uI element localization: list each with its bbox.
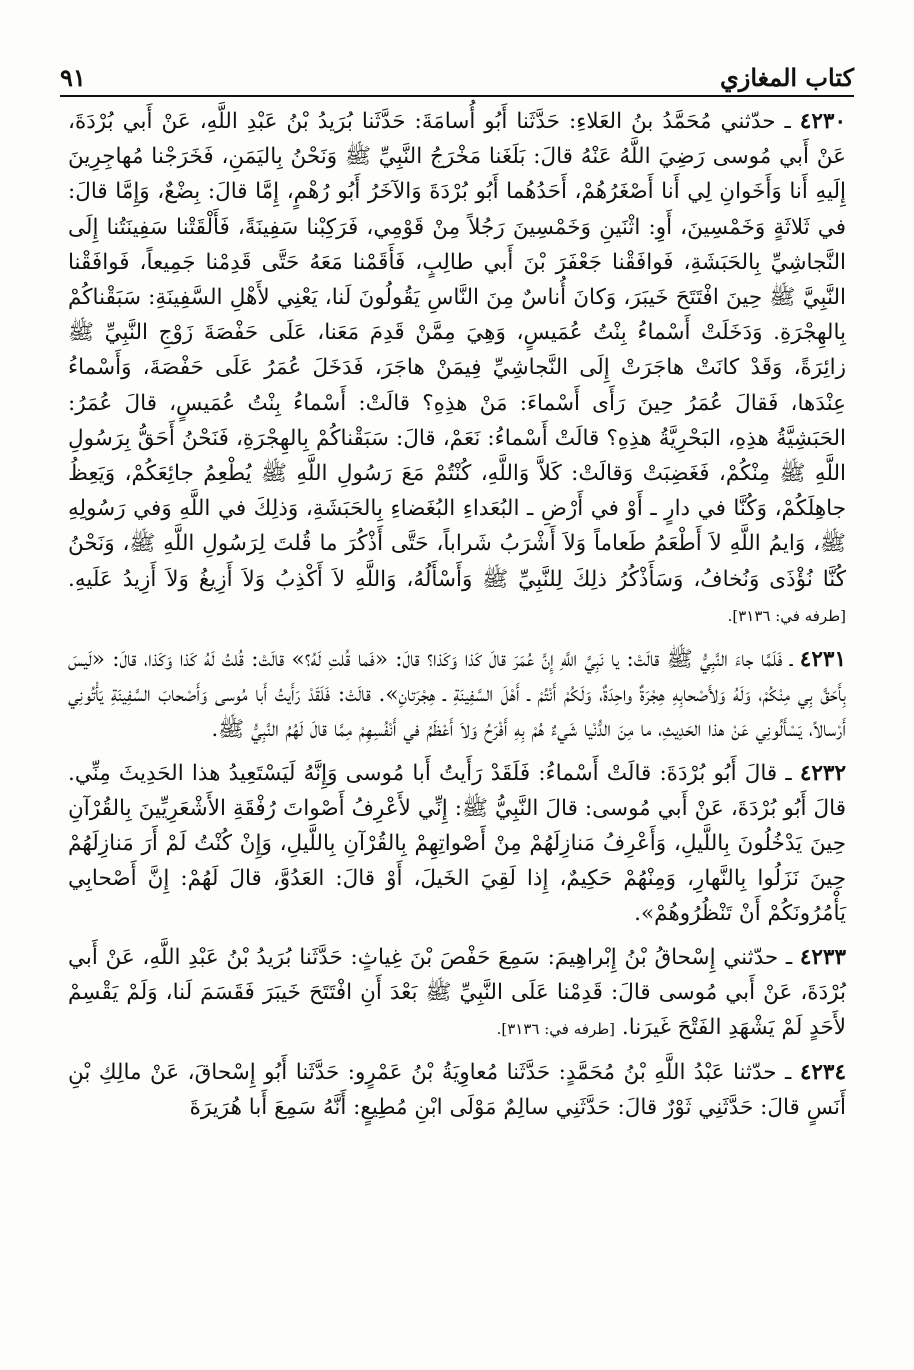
hadith-4231: ٤٢٣١ ـ فَلَمَّا جاءَ النَّبِيُّ ﷺ قالَتْ: يا نَبِيَّ اللَّهِ إِنَّ عُمَرَ قالَ كَذا وَكَذا؟ قالَ: «فَما قُلتِ لَهُ؟» قالَتْ: قُلتُ لَهُ كَذا وَكَذا، قالَ: «لَيسَ بِأَحَقَّ بِي مِنْكُمْ، وَلَهُ وَلأَصْحابِهِ هِجْرَةٌ واحِدَةٌ، وَلَكُمْ أَنْتُمْ ـ أَهْلَ السَّفِينَةِ ـ هِجْرَتانِ». قالَتْ: فَلَقَدْ رَأَيتُ أَبا مُوسى وَأَصْحابَ السَّفِينَةِ يَأْتُونِي أَرْسالاً، يَسْأَلُونِي عَنْ هذا الحَدِيثِ، ما مِنَ الدُّنْيا شَيءٌ هُمْ بِهِ أَفْرَحُ وَلاَ أَعْظَمُ في أَنْفُسِهِمْ مِمَّا قالَ لَهُمُ النَّبِيُّ ﷺ. [68, 647, 846, 743]
hadith-number: ٤٢٣٤ [799, 1060, 847, 1086]
hadith-number: ٤٢٣٠ [799, 109, 846, 134]
hadith-number: ٤٢٣٣ [799, 944, 847, 970]
hadith-number: ٤٢٣١ [799, 647, 846, 673]
hadith-number: ٤٢٣٢ [799, 760, 847, 786]
cross-reference: [طرفه في: ٣١٣٦]. [727, 606, 846, 625]
hadith-text: حدّثني مُحَمَّدُ بنُ العَلاءِ: حَدَّثَنا أَبُو أُسامَةَ: حَدَّثَنا بُرَيدُ بْنُ عَبْدِ اللَّهِ، عَنْ أَبي بُرْدَةَ، عَنْ أَبي مُوسى رَضِيَ اللَّهُ عَنْهُ قالَ: بَلَغَنا مَخْرَجُ النَّبِيِّ ﷺ وَنَحْنُ بِاليَمَنِ، فَخَرَجْنا مُهاجِرِينَ إِلَيهِ أَنا وَأَخَوانِ لِي أَنا أَصْغَرُهُمْ، أَحَدُهُما أَبُو بُرْدَةَ وَالآخَرُ أَبُو رُهْمٍ، إِمَّا قالَ: بِضْعٌ، وَإِمَّا قالَ: في ثَلاثَةٍ وَخَمْسِينَ، أَوِ: اثْنَينِ وَخَمْسِينَ رَجُلاً مِنْ قَوْمِي، فَرَكِبْنا سَفِينَةً، فَأَلْقَتْنا سَفِينَتُنا إِلَى النَّجاشِيِّ بِالحَبَشَةِ، فَوافَقْنا جَعْفَرَ بْنَ أَبي طالِبٍ، فَأَقَمْنا مَعَهُ حَتَّى قَدِمْنا جَمِيعاً، فَوافَقْنا النَّبِيَّ ﷺ حِينَ افْتَتَحَ خَيبَرَ، وَكانَ أُناسٌ مِنَ النَّاسِ يَقُولُونَ لَنا، يَعْنِي لأَهْلِ السَّفِينَةِ: سَبَقْناكُمْ بِالهِجْرَةِ. وَدَخَلَتْ أَسْماءُ بِنْتُ عُمَيسٍ، وَهِيَ مِمَّنْ قَدِمَ مَعَنا، عَلَى حَفْصَةَ زَوْجِ النَّبِيِّ ﷺ زائِرَةً، وَقَدْ كانَتْ هاجَرَتْ إِلَى النَّجاشِيِّ فِيمَنْ هاجَرَ، فَدَخَلَ عُمَرُ عَلَى حَفْصَةَ، وَأَسْماءُ عِنْدَها، فَقالَ عُمَرُ حِينَ رَأَى أَسْماءَ: مَنْ هذِهِ؟ قالَتْ: أَسْماءُ بِنْتُ عُمَيسٍ، قالَ عُمَرُ: الحَبَشِيَّةُ هذِهِ، البَحْرِيَّةُ هذِهِ؟ قالَتْ أَسْماءُ: نَعَمْ، قالَ: سَبَقْناكُمْ بِالهِجْرَةِ، فَنَحْنُ أَحَقُّ بِرَسُولِ اللَّهِ ﷺ مِنْكُمْ، فَغَضِبَتْ وَقالَتْ: كَلاَّ وَاللَّهِ، كُنْتُمْ مَعَ رَسُولِ اللَّهِ ﷺ يُطْعِمُ جائِعَكُمْ، وَيَعِظُ جاهِلَكُمْ، وَكُنَّا في دارٍ ـ أَوْ في أَرْضِ ـ البُعَداءِ البُغَضاءِ بِالحَبَشَةِ، وَذلِكَ في اللَّهِ وَفي رَسُولِهِ ﷺ، وَايمُ اللَّهِ لاَ أَطْعَمُ طَعاماً وَلاَ أَشْرَبُ شَراباً، حَتَّى أَذْكُرَ ما قُلتَ لِرَسُولِ اللَّهِ ﷺ، وَنَحْنُ كُنَّا نُؤْذَى وَنُخافُ، وَسَأَذْكُرُ ذلِكَ لِلنَّبِيِّ ﷺ وَأَسْأَلُهُ، وَاللَّهِ لاَ أَكْذِبُ وَلاَ أَزِيغُ وَلاَ أَزِيدُ عَلَيهِ. [68, 109, 846, 592]
page-body [68, 104, 846, 1126]
page-number: ٩١ [60, 63, 86, 92]
hadith-4234: ٤٢٣٤ ـ حدّثنا عَبْدُ اللَّهِ بْنُ مُحَمَّدٍ: حَدَّثَنا مُعاوِيَةُ بْنُ عَمْرٍو: حَدَّثَنا أَبُو إِسْحاقَ، عَنْ مالِكِ بْنِ أَنَسٍ قالَ: حَدَّثَنِي ثَوْرٌ قالَ: حَدَّثَنِي سالِمٌ مَوْلَى ابْنِ مُطِيعٍ: أَنَّهُ سَمِعَ أَبا هُرَيرَةَ [68, 1060, 847, 1121]
hadith-4230: ٤٢٣٠ ـ حدّثني مُحَمَّدُ بنُ العَلاءِ: حَدَّثَنا أَبُو أُسامَةَ: حَدَّثَنا بُرَيدُ بْنُ عَبْدِ اللَّهِ، عَنْ أَبي بُرْدَةَ، عَنْ أَبي مُوسى رَضِيَ اللَّهُ عَنْهُ قالَ: بَلَغَنا مَخْرَجُ النَّبِيِّ ﷺ وَنَحْنُ بِاليَمَنِ، فَخَرَجْنا مُهاجِرِينَ إِلَيهِ أَنا وَأَخَوانِ لِي أَنا أَصْغَرُهُمْ، أَحَدُهُما أَبُو بُرْدَةَ وَالآخَرُ أَبُو رُهْمٍ، إِمَّا قالَ: بِضْعٌ، وَإِمَّا قالَ: في ثَلاثَةٍ وَخَمْسِينَ، أَوِ: اثْنَينِ وَخَمْسِينَ رَجُلاً مِنْ قَوْمِي، فَرَكِبْنا سَفِينَةً، فَأَلْقَتْنا سَفِينَتُنا إِلَى النَّجاشِيِّ بِالحَبَشَةِ، فَوافَقْنا جَعْفَرَ بْنَ أَبي طالِبٍ، فَأَقَمْنا مَعَهُ حَتَّى قَدِمْنا جَمِيعاً، فَوافَقْنا النَّبِيَّ ﷺ حِينَ افْتَتَحَ خَيبَرَ، وَكانَ أُناسٌ مِنَ النَّاسِ يَقُولُونَ لَنا، يَعْنِي لأَهْلِ السَّفِينَةِ: سَبَقْناكُمْ بِالهِجْرَةِ. وَدَخَلَتْ أَسْماءُ بِنْتُ عُمَيسٍ، وَهِيَ مِمَّنْ قَدِمَ مَعَنا، عَلَى حَفْصَةَ زَوْجِ النَّبِيِّ ﷺ زائِرَةً، وَقَدْ كانَتْ هاجَرَتْ إِلَى النَّجاشِيِّ فِيمَنْ هاجَرَ، فَدَخَلَ عُمَرُ عَلَى حَفْصَةَ، وَأَسْماءُ عِنْدَها، فَقالَ عُمَرُ حِينَ رَأَى أَسْماءَ: مَنْ هذِهِ؟ قالَتْ: أَسْماءُ بِنْتُ عُمَيسٍ، قالَ عُمَرُ: الحَبَشِيَّةُ هذِهِ، البَحْرِيَّةُ هذِهِ؟ قالَتْ أَسْماءُ: نَعَمْ، قالَ: سَبَقْناكُمْ بِالهِجْرَةِ، فَنَحْنُ أَحَقُّ بِرَسُولِ اللَّهِ ﷺ مِنْكُمْ، فَغَضِبَتْ وَقالَتْ: كَلاَّ وَاللَّهِ، كُنْتُمْ مَعَ رَسُولِ اللَّهِ ﷺ يُطْعِمُ جائِعَكُمْ، وَيَعِظُ جاهِلَكُمْ، وَكُنَّا في دارٍ ـ أَوْ في أَرْضِ ـ البُعَداءِ البُغَضاءِ بِالحَبَشَةِ، وَذلِكَ في اللَّهِ وَفي رَسُولِهِ ﷺ، وَايمُ اللَّهِ لاَ أَطْعَمُ طَعاماً وَلاَ أَشْرَبُ شَراباً، حَتَّى أَذْكُرَ ما قُلتَ لِرَسُولِ اللَّهِ ﷺ، وَنَحْنُ كُنَّا نُؤْذَى وَنُخافُ، وَسَأَذْكُرُ ذلِكَ لِلنَّبِيِّ ﷺ وَأَسْأَلُهُ، وَاللَّهِ لاَ أَكْذِبُ وَلاَ أَزِيغُ وَلاَ أَزِيدُ عَلَيهِ. [طرفه في: ٣١٣٦]. [68, 109, 846, 625]
hadith-text: حدّثنا عَبْدُ اللَّهِ بْنُ مُحَمَّدٍ: حَدَّثَنا مُعاوِيَةُ بْنُ عَمْرٍو: حَدَّثَنا أَبُو إِسْحاقَ، عَنْ مالِكِ بْنِ أَنَسٍ قالَ: حَدَّثَنِي ثَوْرٌ قالَ: حَدَّثَنِي سالِمٌ مَوْلَى ابْنِ مُطِيعٍ: أَنَّهُ سَمِعَ أَبا هُرَيرَةَ [68, 1060, 846, 1121]
book-title: كتاب المغازي [719, 63, 854, 92]
hadith-text: حدّثني إِسْحاقُ بْنُ إِبْراهِيمَ: سَمِعَ حَفْصَ بْنَ غِياثٍ: حَدَّثَنا بُرَيدُ بْنُ عَبْدِ اللَّهِ، عَنْ أَبي بُرْدَةَ، عَنْ أَبي مُوسى قالَ: قَدِمْنا عَلَى النَّبِيِّ ﷺ بَعْدَ أَنِ افْتَتَحَ خَيبَرَ فَقَسَمَ لَنا، وَلَمْ يَقْسِمْ لأَحَدٍ لَمْ يَشْهَدِ الفَتْحَ غَيرَنا. [68, 944, 846, 1041]
header-rule [60, 95, 854, 97]
hadith-4232: ٤٢٣٢ ـ قالَ أَبُو بُرْدَةَ: قالَتْ أَسْماءُ: فَلَقَدْ رَأَيتُ أَبا مُوسى وَإِنَّهُ لَيَسْتَعِيدُ هذا الحَدِيثَ مِنِّي. قالَ أَبُو بُرْدَةَ، عَنْ أَبي مُوسى: قالَ النَّبِيُّ ﷺ: إِنِّي لأَعْرِفُ أَصْواتَ رُفْقَةِ الأَشْعَرِيِّينَ بِالقُرْآنِ حِينَ يَدْخُلُونَ بِاللَّيلِ، وَأَعْرِفُ مَنازِلَهُمْ مِنْ أَصْواتِهِمْ بِالقُرْآنِ بِاللَّيلِ، وَإِنْ كُنْتُ لَمْ أَرَ مَنازِلَهُمْ حِينَ نَزَلُوا بِالنَّهارِ، وَمِنْهُمْ حَكِيمٌ، إِذا لَقِيَ الخَيلَ، أَوْ قالَ: العَدُوَّ، قالَ لَهُمْ: إِنَّ أَصْحابِي يَأْمُرُونَكُمْ أَنْ تَنْظُرُوهُمْ». [68, 760, 847, 927]
hadith-text: قالَ أَبُو بُرْدَةَ: قالَتْ أَسْماءُ: فَلَقَدْ رَأَيتُ أَبا مُوسى وَإِنَّهُ لَيَسْتَعِيدُ هذا الحَدِيثَ مِنِّي. قالَ أَبُو بُرْدَةَ، عَنْ أَبي مُوسى: قالَ النَّبِيُّ ﷺ: إِنِّي لأَعْرِفُ أَصْواتَ رُفْقَةِ الأَشْعَرِيِّينَ بِالقُرْآنِ حِينَ يَدْخُلُونَ بِاللَّيلِ، وَأَعْرِفُ مَنازِلَهُمْ مِنْ أَصْواتِهِمْ بِالقُرْآنِ بِاللَّيلِ، وَإِنْ كُنْتُ لَمْ أَرَ مَنازِلَهُمْ حِينَ نَزَلُوا بِالنَّهارِ، وَمِنْهُمْ حَكِيمٌ، إِذا لَقِيَ الخَيلَ، أَوْ قالَ: العَدُوَّ، قالَ لَهُمْ: إِنَّ أَصْحابِي يَأْمُرُونَكُمْ أَنْ تَنْظُرُوهُمْ». [68, 760, 846, 927]
hadith-text: فَلَمَّا جاءَ النَّبِيُّ ﷺ قالَتْ: يا نَبِيَّ اللَّهِ إِنَّ عُمَرَ قالَ كَذا وَكَذا؟ قالَ: «فَما قُلتِ لَهُ؟» قالَتْ: قُلتُ لَهُ كَذا وَكَذا، قالَ: «لَيسَ بِأَحَقَّ بِي مِنْكُمْ، وَلَهُ وَلأَصْحابِهِ هِجْرَةٌ واحِدَةٌ، وَلَكُمْ أَنْتُمْ ـ أَهْلَ السَّفِينَةِ ـ هِجْرَتانِ». قالَتْ: فَلَقَدْ رَأَيتُ أَبا مُوسى وَأَصْحابَ السَّفِينَةِ يَأْتُونِي أَرْسالاً، يَسْأَلُونِي عَنْ هذا الحَدِيثِ، ما مِنَ الدُّنْيا شَيءٌ هُمْ بِهِ أَفْرَحُ وَلاَ أَعْظَمُ في أَنْفُسِهِمْ مِمَّا قالَ لَهُمُ النَّبِيُّ ﷺ. [68, 647, 846, 743]
cross-reference: [طرفه في: ٣١٣٦]. [496, 1020, 616, 1039]
page-header [60, 44, 854, 92]
hadith-4233: ٤٢٣٣ ـ حدّثني إِسْحاقُ بْنُ إِبْراهِيمَ: سَمِعَ حَفْصَ بْنَ غِياثٍ: حَدَّثَنا بُرَيدُ بْنُ عَبْدِ اللَّهِ، عَنْ أَبي بُرْدَةَ، عَنْ أَبي مُوسى قالَ: قَدِمْنا عَلَى النَّبِيِّ ﷺ بَعْدَ أَنِ افْتَتَحَ خَيبَرَ فَقَسَمَ لَنا، وَلَمْ يَقْسِمْ لأَحَدٍ لَمْ يَشْهَدِ الفَتْحَ غَيرَنا. [طرفه في: ٣١٣٦]. [68, 944, 847, 1041]
